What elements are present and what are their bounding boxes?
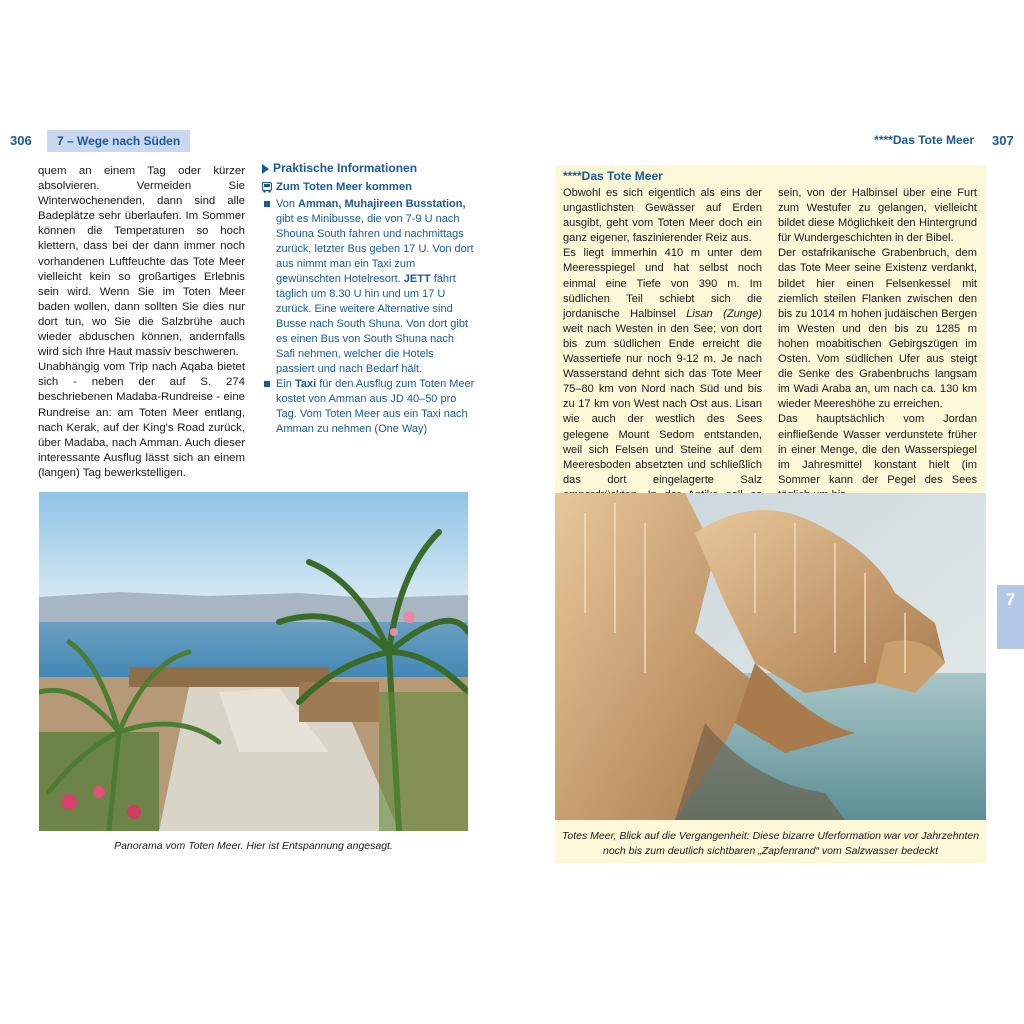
arrow-right-icon [262, 164, 269, 174]
body-paragraph: quem an einem Tag oder kürzer absolvieren. Vermeiden Sie Winterwochenenden, dann sind alle Badeplätze sehr überlaufen. Im Sommer können die Temperaturen so hoch klettern, dass bei der dann immer noch vorhandenen Luftfeuchte das Tote Meer vielleicht kein so großartiges Erlebnis sein wird. Wenn Sie im Toten Meer baden wollen, dann sollten Sie dies nur dort tun, wo Sie die Salzbrühe auch wieder abduschen können, andernfalls wird sich Ihre Haut massiv beschweren. [38, 165, 245, 359]
right-page-number: 307 [992, 133, 1014, 148]
right-photo-caption [558, 829, 983, 859]
info-subheading-text: Zum Toten Meer kommen [276, 181, 412, 193]
body-paragraph: Obwohl es sich eigentlich als eins der ungastlichsten Gewässer auf Erden ausgibt, geht vom Toten Meer doch ein ganz eigener, faszinierender Reiz aus. [563, 187, 762, 245]
feature-box-column-1 [563, 186, 762, 518]
feature-box-column-2 [778, 186, 977, 503]
body-paragraph: Unabhängig vom Trip nach Aqaba bietet sich - neben der auf S. 274 beschriebenen Madaba-Rundreise - eine Rundreise an: am Toten Meer entlang, nach Kerak, auf der King's Road zurück, über Madaba, nach Amman. Auch dieser interessante Ausflug lässt sich an einem (langen) Tag bewerkstelligen. [38, 361, 245, 479]
left-page-number: 306 [10, 133, 32, 148]
info-heading [262, 161, 475, 176]
left-body-column [38, 164, 245, 481]
caption-line: Totes Meer, Blick auf die Vergangenheit: Diese bizarre Uferformation war vor Jahrzehnten [561, 830, 980, 842]
chapter-label: 7 – Wege nach Süden [47, 130, 190, 152]
left-photo-caption: Panorama vom Toten Meer. Hier ist Entspannung angesagt. [114, 840, 393, 852]
info-heading-text: Praktische Informationen [273, 161, 418, 175]
feature-box-title: ****Das Tote Meer [563, 169, 663, 183]
salt-formation-photo [555, 493, 986, 820]
chapter-side-tab: 7 [997, 585, 1024, 649]
info-list [262, 197, 475, 437]
right-running-title: ****Das Tote Meer [874, 133, 974, 147]
caption-line: noch bis zum deutlich sichtbaren „Zapfenrand“ vom Salzwasser bedeckt [603, 845, 938, 857]
info-item: Von Amman, Muhajireen Busstation, gibt es Minibusse, die von 7-9 U nach Shouna South fahren und nachmittags zurück, letzter Bus geben 17 U. Von dort aus nimmt man ein Taxi zum gewünschten Hotelresort. JETT fährt täglich um 8.30 U hin und um 17 U zurück. Eine weitere Alternative sind Busse nach South Shuna. Von dort gibt es einen Bus von South Shuna nach Safi nehmen, welcher die Hotels passiert und nach Bedarf hält. [262, 197, 475, 377]
info-item: Ein Taxi für den Ausflug zum Toten Meer kostet von Amman aus JD 40–50 pro Tag. Vom Toten Meer aus ein Taxi nach Amman zu nehmen (One Way) [262, 377, 475, 437]
practical-info-box [262, 161, 475, 437]
info-subheading [262, 180, 475, 195]
body-paragraph: Das hauptsächlich vom Jordan einfließende Wasser verdunstete früher in einer Menge, die den Wasserspiegel im Jahresmittel konstant hielt (im Sommer kann der Pegel des Sees [778, 413, 977, 486]
bus-icon [262, 182, 272, 193]
body-paragraph: sein, von der Halbinsel über eine Furt zum Westufer zu gelangen, vielleicht bildet diese Möglichkeit den Hintergrund für Wundergeschichten in der Bibel. [778, 187, 977, 245]
body-paragraph: Der ostafrikanische Grabenbruch, dem das Tote Meer seine Existenz verdankt, bildet hier einen Felsenkessel mit ziemlich steilen Flanken zwischen den bis zu 1014 m hohen judäischen Bergen im Westen und den bis zu 1285 m hohen moabitischen Gebirgszügen im Osten. Vom südlichen Ufer aus steigt die Senke des Grabenbruchs langsam im Wadi Araba an, um nach ca. 130 km wieder Meereshöhe zu erreichen. [778, 247, 977, 411]
body-paragraph: Es liegt immerhin 410 m unter dem Meeresspiegel und hat selbst noch einmal eine Tiefe von 390 m. Im südlichen Teil schiebt sich die jordanische Halbinsel Lisan (Zunge) weit nach Westen in den See; von dort bis zum südlichen Ende erreicht die Wassertiefe nur noch 9-12 m. Je nach Wasserstand dehnt sich das Tote Meer 75–80 km von Nord nach Süd und bis zu 17 km von West nach Ost aus. Lisan wie auch der westlich des Sees gelegene Mount Sedom entstanden, weil sich Felsen und Steine auf dem Meeresboden absetzten und schließlich das dort eingelagerte Salz [563, 247, 762, 486]
dead-sea-panorama-photo [39, 492, 468, 831]
